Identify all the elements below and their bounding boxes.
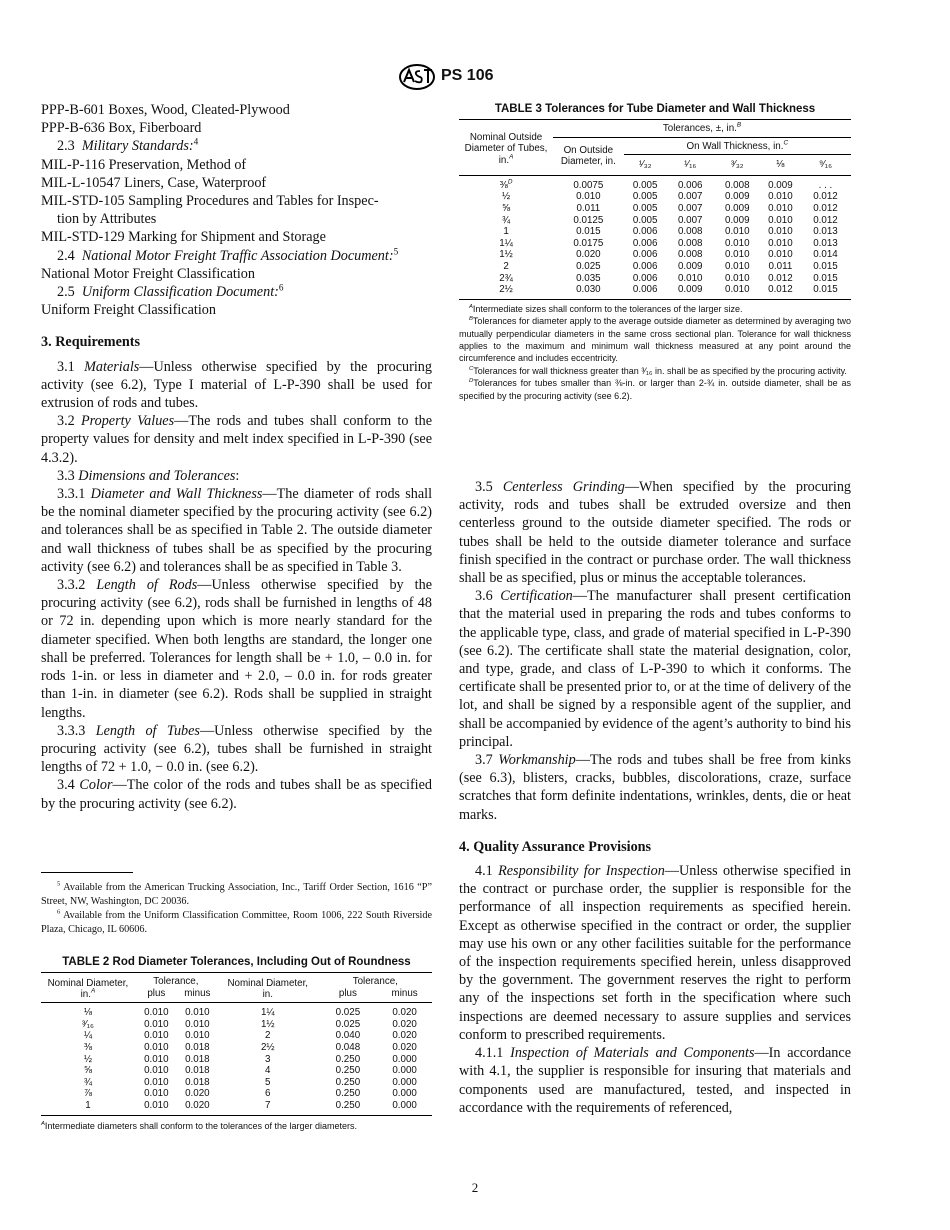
table-cell: 0.005 bbox=[632, 179, 658, 191]
table-cell: 2¾ bbox=[499, 272, 513, 284]
table-note: $^A$Intermediate diameters shall conform to the tolerances of the larger diameters. bbox=[41, 1120, 358, 1131]
table-row bbox=[459, 284, 851, 299]
table-note: $^D$Tolerances for tubes smaller than ⅜-in. or larger than 2-¾ in. outside diameter, shall be as specified by the procuring activity (see 6.2). bbox=[459, 378, 851, 401]
table-cell: ⅞ bbox=[83, 1088, 92, 1100]
table-cell: 0.0125 bbox=[573, 214, 604, 226]
reference-item: National Motor Freight Classification bbox=[41, 265, 255, 282]
table-cell: 0.007 bbox=[677, 214, 703, 226]
column-header: plus bbox=[338, 987, 357, 999]
table-cell: 0.020 bbox=[576, 249, 601, 261]
table-cell: 0.006 bbox=[677, 179, 703, 191]
table-cell: ³⁄₁₆ bbox=[81, 1018, 94, 1030]
table-cell: 6 bbox=[265, 1088, 271, 1100]
reference-item: PPP-B-636 Box, Fiberboard bbox=[41, 120, 202, 137]
table-row bbox=[459, 238, 851, 250]
table-row bbox=[459, 175, 851, 191]
table-cell: 0.250 bbox=[335, 1053, 361, 1065]
paragraph: 3.3.2 Length of Rods—Unless otherwise specified by the procuring activity (see 6.2), rods shall be furnished in lengths of 48 or 72 in. depending upon which is more nearly standard for the diameter specified. When both lengths are standard, the longer one shall be preferred. Tolerances for length shall be + 1.0, – 0.0 in. for rods 1-in. or less in diameter and + 2.0, – 0.0 in. for rods greater than 1-in. in diameter (see 6.2). Rods shall be supplied in straight lengths. bbox=[41, 577, 432, 721]
table-cell: 0.005 bbox=[632, 202, 658, 214]
table-cell: 0.012 bbox=[813, 214, 838, 226]
table-cell: 0.013 bbox=[813, 226, 838, 238]
table-cell: ⅛ bbox=[83, 1007, 92, 1019]
table-cell: 0.006 bbox=[632, 237, 658, 249]
table-cell: 0.010 bbox=[725, 226, 750, 238]
table-cell: 0.010 bbox=[768, 191, 793, 203]
table-cell: 0.015 bbox=[813, 272, 838, 284]
section-heading: 4. Quality Assurance Provisions bbox=[459, 838, 652, 855]
table-cell: 2½ bbox=[499, 284, 513, 296]
table-cell: ⅝ bbox=[83, 1065, 92, 1077]
table-cell: 0.010 bbox=[144, 1007, 169, 1019]
table-cell: 1 bbox=[85, 1099, 91, 1111]
table-cell: 0.010 bbox=[185, 1007, 210, 1019]
table-cell: 0.010 bbox=[725, 284, 750, 296]
reference-item: MIL-STD-129 Marking for Shipment and Storage bbox=[41, 229, 326, 246]
table-cell: 0.018 bbox=[185, 1041, 210, 1053]
reference-item: MIL-L-10547 Liners, Case, Waterproof bbox=[41, 174, 267, 191]
reference-item: Uniform Freight Classification bbox=[41, 302, 216, 319]
column-header: Tolerances, ±, in.$^B$ bbox=[553, 120, 851, 138]
table-cell: 0.009 bbox=[677, 284, 703, 296]
document-id: PS 106 bbox=[441, 67, 494, 84]
table-cell: 0.006 bbox=[632, 226, 658, 238]
table-cell: 0.012 bbox=[813, 191, 838, 203]
table-cell: 0.000 bbox=[392, 1099, 417, 1111]
table-cell: 0.010 bbox=[144, 1053, 169, 1065]
table-cell: 0.020 bbox=[185, 1088, 210, 1100]
reference-item: MIL-P-116 Preservation, Method of bbox=[41, 156, 247, 173]
right-column bbox=[459, 478, 851, 1117]
table-cell: 0.006 bbox=[632, 272, 658, 284]
table-row bbox=[41, 1003, 432, 1019]
column-header: On Wall Thickness, in.$^C$ bbox=[624, 137, 851, 155]
table-cell: 0.010 bbox=[725, 260, 750, 272]
table-cell: 0.010 bbox=[185, 1018, 210, 1030]
table-2 bbox=[41, 956, 432, 1132]
table-cell: ⅝ bbox=[501, 202, 511, 214]
table-cell: 0.008 bbox=[725, 179, 750, 191]
table-note: $^B$Tolerances for diameter apply to the average outside diameter as determined by averaging two mutually perpendicular diameters in the same cross sectional plan. Tolerance for wall thickness applies to the maximum and minimum wall thickness measured at any point around the circumference and includes eccentricity. bbox=[459, 316, 851, 364]
table-cell: 4 bbox=[265, 1065, 271, 1077]
footnote-marker: D bbox=[507, 178, 513, 186]
table-cell: 0.250 bbox=[335, 1088, 361, 1100]
table-cell: . . . bbox=[818, 179, 833, 191]
table-cell: 0.010 bbox=[677, 272, 703, 284]
table-cell: 5 bbox=[265, 1076, 271, 1088]
table-row bbox=[41, 1077, 432, 1089]
left-column bbox=[41, 101, 432, 813]
table-cell: 0.025 bbox=[576, 260, 601, 272]
table-cell: 7 bbox=[265, 1099, 271, 1111]
reference-item-continued: tion by Attributes bbox=[57, 211, 157, 228]
astm-logo-icon bbox=[398, 64, 436, 90]
table-row bbox=[459, 261, 851, 273]
table-cell: ¾ bbox=[83, 1076, 92, 1088]
table-cell: ¼ bbox=[83, 1030, 92, 1042]
footnote: $^6$ Available from the Uniform Classification Committee, Room 1006, 222 South Riverside Plaza, Chicago, IL 60606. bbox=[41, 908, 433, 935]
table-body bbox=[41, 1003, 432, 1115]
table-notes bbox=[459, 303, 851, 402]
table-cell: 0.018 bbox=[185, 1053, 210, 1065]
table-cell: 0.015 bbox=[813, 260, 838, 272]
footnotes bbox=[41, 872, 432, 937]
section-heading: 3. Requirements bbox=[41, 334, 141, 351]
table-cell: 0.025 bbox=[335, 1007, 361, 1019]
subsection-heading: 2.5 Uniform Classification Document:$^6$ bbox=[57, 282, 284, 301]
table-cell: 0.250 bbox=[335, 1065, 361, 1077]
table-note: $^C$Tolerances for wall thickness greater than ³⁄₁₆ in. shall be as specified by the procuring activity. bbox=[469, 365, 847, 376]
table-cell: 0.0075 bbox=[573, 179, 604, 191]
table-cell: 0.015 bbox=[813, 284, 838, 296]
table-cell: 0.020 bbox=[185, 1099, 210, 1111]
table-row bbox=[459, 249, 851, 261]
table-cell: 0.010 bbox=[185, 1030, 210, 1042]
column-header: ⅛ bbox=[776, 159, 785, 171]
table-cell: 0.020 bbox=[392, 1030, 417, 1042]
table-cell: ½ bbox=[501, 191, 511, 203]
table-cell: 0.010 bbox=[725, 237, 750, 249]
paragraph: 4.1.1 Inspection of Materials and Components—In accordance with 4.1, the supplier is responsible for insuring that materials and components used are manufactured, tested, and inspected in accordance with the requirements of referenced, bbox=[459, 1045, 851, 1116]
table-cell: 0.000 bbox=[392, 1065, 417, 1077]
table-cell: 0.000 bbox=[392, 1088, 417, 1100]
paragraph: 3.3.3 Length of Tubes—Unless otherwise specified by the procuring activity (see 6.2), tubes shall be furnished in straight lengths of 72 + 1.0, − 0.0 in. (see 6.2). bbox=[41, 722, 432, 776]
subsection-heading: 2.4 National Motor Freight Traffic Association Document:$^5$ bbox=[57, 245, 399, 264]
paragraph: 4.1 Responsibility for Inspection—Unless otherwise specified in the contract or purchase order, the supplier is responsible for the performance of all inspection requirements as specified herein. Except as otherwise specified in the contract or order, the supplier may use his own or any other facilities suitable for the performance of the inspection requirements specified herein, unless disapproved by the government. The government reserves the right to perform any of the inspections set forth in the specification where such inspections are deemed necessary to assure supplies and services conform to prescribed requirements. bbox=[459, 863, 852, 1043]
table-cell: 0.011 bbox=[768, 260, 793, 272]
column-header: minus bbox=[391, 987, 418, 999]
table-row bbox=[459, 191, 851, 203]
table-cell: 0.013 bbox=[813, 237, 838, 249]
table-cell: 0.005 bbox=[632, 191, 658, 203]
table-cell: 0.006 bbox=[632, 260, 658, 272]
table-cell: 0.010 bbox=[768, 202, 793, 214]
column-header: Nominal Diameter, in. bbox=[227, 977, 309, 1001]
table-cell: 0.012 bbox=[768, 284, 793, 296]
table-cell: 0.010 bbox=[144, 1041, 169, 1053]
column-header: Nominal Diameter, in.$^A$ bbox=[47, 977, 129, 1001]
table-cell: 0.005 bbox=[632, 214, 658, 226]
table-cell: 0.020 bbox=[392, 1007, 417, 1019]
table-cell: 2 bbox=[503, 260, 509, 272]
table-cell: 2 bbox=[265, 1030, 271, 1042]
table-cell: 0.007 bbox=[677, 191, 703, 203]
table-body bbox=[459, 175, 851, 299]
paragraph: 3.2 Property Values—The rods and tubes shall conform to the property values for density and melt index specified in L-P-390 (see 4.3.2). bbox=[41, 413, 432, 466]
table-row bbox=[459, 273, 851, 285]
table-cell: ⅜$^D$ bbox=[499, 178, 513, 191]
table-cell: 1¼ bbox=[499, 237, 513, 249]
subsection-heading: 2.3 Military Standards:$^4$ bbox=[57, 136, 199, 155]
table-title: TABLE 3 Tolerances for Tube Diameter and Wall Thickness bbox=[494, 103, 816, 115]
table-cell: 0.009 bbox=[725, 202, 750, 214]
table-row bbox=[41, 1100, 432, 1115]
table-cell: 0.008 bbox=[677, 237, 703, 249]
column-header: Tolerance, bbox=[153, 976, 199, 987]
column-header: plus bbox=[147, 987, 166, 999]
table-cell: 0.048 bbox=[335, 1041, 361, 1053]
paragraph: 3.4 Color—The color of the rods and tubes shall be as specified by the procuring activity (see 6.2). bbox=[41, 777, 433, 812]
table-row bbox=[41, 1054, 432, 1066]
table-title: TABLE 2 Rod Diameter Tolerances, Including Out of Roundness bbox=[62, 956, 411, 968]
paragraph: 3.1 Materials—Unless otherwise specified by the procuring activity (see 6.2), Type I material of L-P-390 shall be used for extrusion of rods and tubes. bbox=[41, 358, 432, 412]
table-row bbox=[41, 1088, 432, 1100]
column-header: Nominal Outside Diameter of Tubes, in.$^A$ bbox=[459, 120, 553, 176]
table-cell: 0.035 bbox=[576, 272, 601, 284]
table-cell: 0.010 bbox=[144, 1088, 169, 1100]
table-cell: ⅜ bbox=[83, 1041, 92, 1053]
table-cell: 0.020 bbox=[392, 1018, 417, 1030]
table-cell: ¾ bbox=[501, 214, 511, 226]
table-row bbox=[459, 226, 851, 238]
table-cell: 0.006 bbox=[632, 284, 658, 296]
table-cell: 0.010 bbox=[144, 1030, 169, 1042]
table-cell: ½ bbox=[83, 1053, 92, 1065]
rod-tolerance-table bbox=[41, 972, 432, 1116]
table-row bbox=[41, 1065, 432, 1077]
table-cell: 0.015 bbox=[576, 226, 601, 238]
column-header: Tolerance, bbox=[352, 976, 398, 987]
paragraph: 3.5 Centerless Grinding—When specified by the procuring activity, rods and tubes shall be extruded oversize and then centerless ground to the outside diameter specified. The rods or tubes shall be held to the outside diameter tolerance and surface finish specified in the contract or purchase order. The wall thickness shall be as specified, plus or minus the acceptable tolerances. bbox=[459, 479, 852, 587]
table-cell: 2½ bbox=[260, 1041, 275, 1053]
paragraph: 3.3.1 Diameter and Wall Thickness—The diameter of rods shall be the nominal diameter specified by the procuring activity (see 6.2) and tolerances shall be as specified in Table 2. The outside diameter and wall thickness of tubes shall be as specified by the procuring activity (see 6.2) and tolerances shall be as specified in Table 3. bbox=[41, 486, 433, 575]
table-cell: 1¼ bbox=[260, 1007, 275, 1019]
table-cell: 0.025 bbox=[335, 1018, 361, 1030]
column-header: ⁹⁄₁₆ bbox=[818, 159, 833, 171]
table-cell: 0.009 bbox=[725, 214, 750, 226]
paragraph: 3.7 Workmanship—The rods and tubes shall be free from kinks (see 6.3), blisters, cracks, bubbles, discolorations, craze, surface scratches that form definite indentations, wrinkles, dents, die or heat marks. bbox=[459, 752, 851, 823]
table-cell: 0.010 bbox=[576, 191, 601, 203]
table-cell: 0.011 bbox=[576, 202, 601, 214]
table-cell: 0.010 bbox=[144, 1099, 169, 1111]
table-row bbox=[459, 203, 851, 215]
table-cell: 1½ bbox=[260, 1018, 275, 1030]
column-header: ¹⁄₃₂ bbox=[638, 159, 652, 171]
table-cell: 0.006 bbox=[632, 249, 658, 261]
table-note: $^A$Intermediate sizes shall conform to the tolerances of the larger size. bbox=[469, 303, 743, 314]
table-cell: 0.020 bbox=[392, 1041, 417, 1053]
table-cell: 1½ bbox=[499, 249, 513, 261]
paragraph: 3.3 Dimensions and Tolerances: bbox=[57, 467, 240, 484]
table-cell: 0.0175 bbox=[573, 237, 604, 249]
column-header: minus bbox=[184, 987, 211, 999]
table-cell: 0.010 bbox=[725, 272, 750, 284]
table-cell: 0.009 bbox=[768, 179, 793, 191]
page-number: 2 bbox=[471, 1180, 479, 1195]
table-cell: 3 bbox=[265, 1053, 271, 1065]
table-cell: 0.009 bbox=[677, 260, 703, 272]
table-cell: 0.009 bbox=[725, 191, 750, 203]
table-cell: 0.012 bbox=[768, 272, 793, 284]
column-header: On Outside Diameter, in. bbox=[553, 137, 624, 175]
reference-item: PPP-B-601 Boxes, Wood, Cleated-Plywood bbox=[41, 102, 290, 118]
table-cell: 0.012 bbox=[813, 202, 838, 214]
table-cell: 0.010 bbox=[768, 237, 793, 249]
table-cell: 0.010 bbox=[725, 249, 750, 261]
table-row bbox=[459, 215, 851, 227]
paragraph: 3.6 Certification—The manufacturer shall present certification that the material used in preparing the rods and tubes conforms to the applicable type, class, and grade of material specified in L-P-390 (see 6.2). The certificate shall state the material designation, color, and type, grade, and class of L-P-390 to which it conforms. The certificate shall be presented prior to, or at the time of delivery of the lot, and shall be signed by a responsible agent of the supplier, and shall be accompanied by evidence of the agent’s authority to bind his principal. bbox=[459, 588, 852, 750]
table-cell: 0.008 bbox=[677, 249, 703, 261]
column-header: ¹⁄₁₆ bbox=[684, 159, 697, 171]
table-cell: 0.010 bbox=[144, 1018, 169, 1030]
table-cell: 0.014 bbox=[813, 249, 838, 261]
table-cell: 0.010 bbox=[768, 214, 793, 226]
table-cell: 0.010 bbox=[768, 226, 793, 238]
table-cell: 1 bbox=[503, 226, 509, 238]
table-cell: 0.018 bbox=[185, 1076, 210, 1088]
table-cell: 0.250 bbox=[335, 1099, 361, 1111]
page-header bbox=[0, 64, 950, 94]
table-cell: 0.007 bbox=[677, 202, 703, 214]
table-cell: 0.010 bbox=[144, 1065, 169, 1077]
table-cell: 0.000 bbox=[392, 1053, 417, 1065]
column-header: ³⁄₃₂ bbox=[730, 159, 744, 171]
table-cell: 0.018 bbox=[185, 1065, 210, 1077]
table-row bbox=[41, 1019, 432, 1031]
table-row bbox=[41, 1042, 432, 1054]
table-3 bbox=[459, 103, 851, 402]
reference-item: MIL-STD-105 Sampling Procedures and Tables for Inspec- bbox=[41, 193, 379, 210]
tube-tolerance-table bbox=[459, 119, 851, 300]
table-cell: 0.250 bbox=[335, 1076, 361, 1088]
footnote-rule bbox=[41, 872, 133, 873]
table-cell: 0.010 bbox=[144, 1076, 169, 1088]
table-cell: 0.030 bbox=[576, 284, 601, 296]
table-cell: 0.000 bbox=[392, 1076, 417, 1088]
footnote: $^5$ Available from the American Trucking Association, Inc., Tariff Order Section, 1616 “P” Street, NW, Washington, DC 20036. bbox=[41, 880, 432, 907]
table-cell: 0.010 bbox=[768, 249, 793, 261]
table-cell: 0.008 bbox=[677, 226, 703, 238]
table-cell: 0.040 bbox=[335, 1030, 361, 1042]
table-row bbox=[41, 1030, 432, 1042]
